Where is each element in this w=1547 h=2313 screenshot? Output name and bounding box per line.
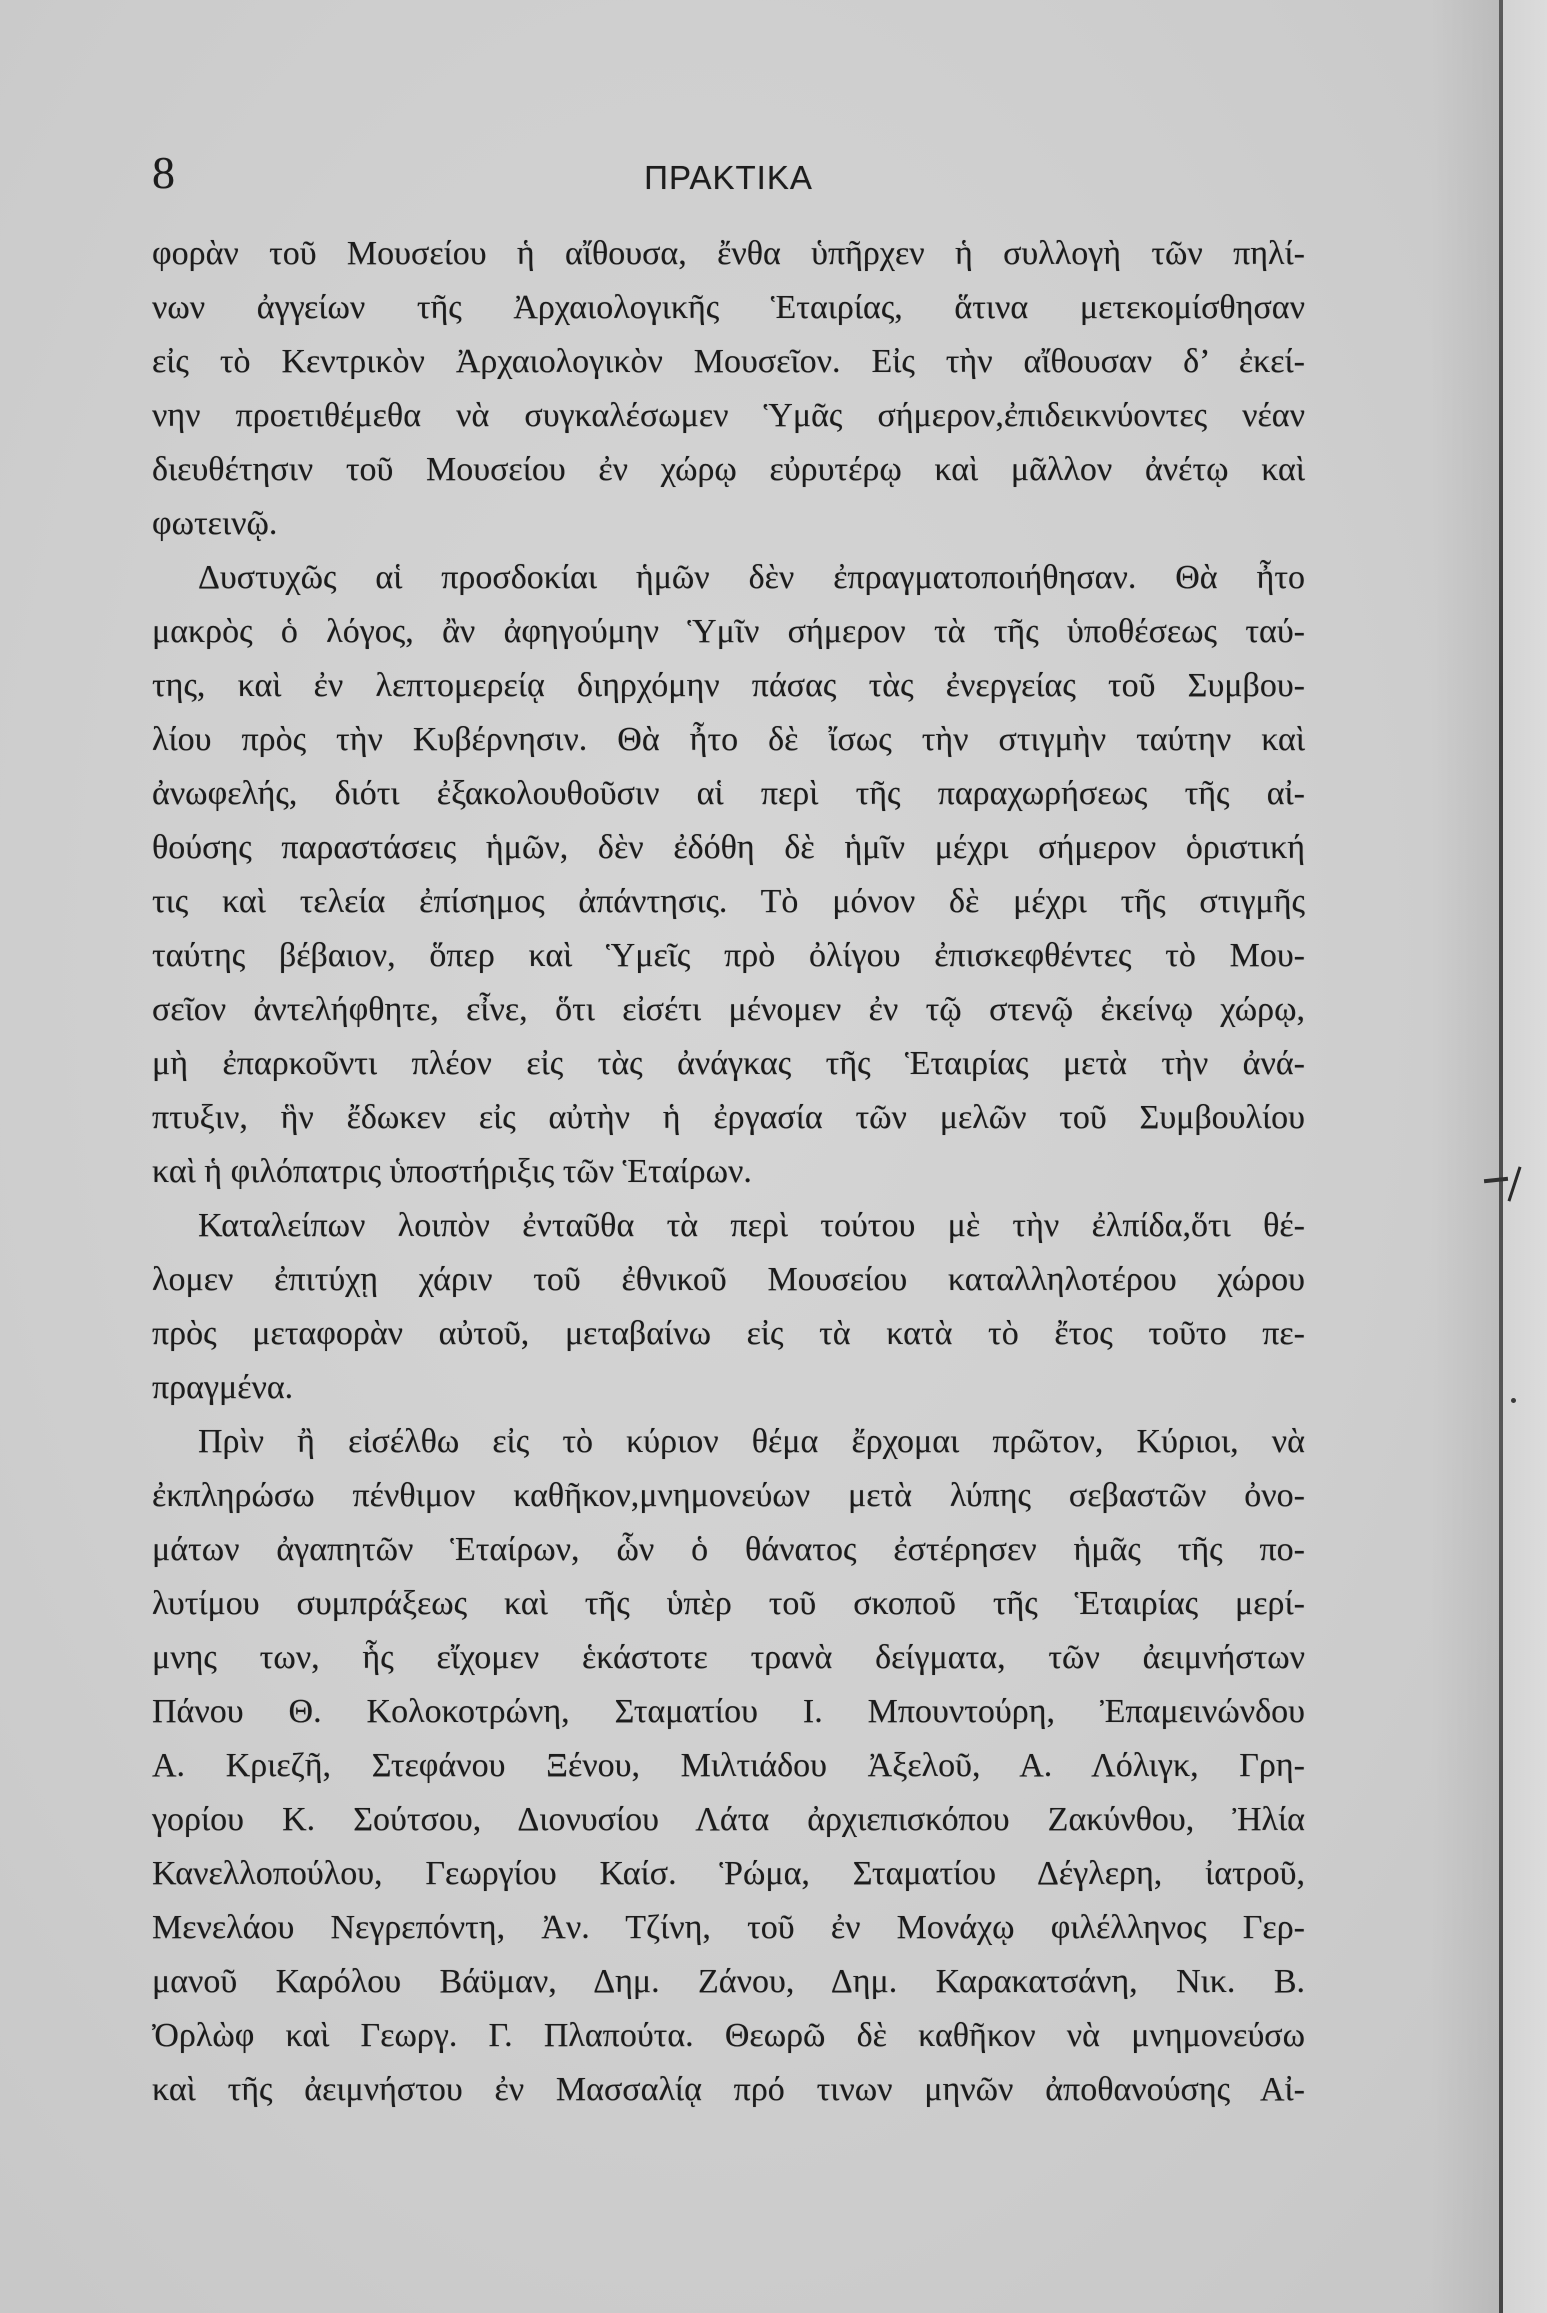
text-line: μανοῦ Καρόλου Βάϋμαν, Δημ. Ζάνου, Δημ. Καρακατσάνη, Νικ. Β. (152, 1963, 1305, 2000)
scan-margin-strip (1503, 0, 1547, 2313)
text-line: εἰς τὸ Κεντρικὸν Ἀρχαιολογικὸν Μουσεῖον. Εἰς τὴν αἴθουσαν δ’ ἐκεί- (152, 343, 1305, 380)
text-line: λίου πρὸς τὴν Κυβέρνησιν. Θὰ ἦτο δὲ ἴσως τὴν στιγμὴν ταύτην καὶ (152, 721, 1305, 758)
text-line: πραγμένα. (152, 1369, 294, 1406)
text-line: Ὀρλὼφ καὶ Γεωργ. Γ. Πλαπούτα. Θεωρῶ δὲ καθῆκον νὰ μνημονεύσω (152, 2017, 1305, 2054)
text-line: τις καὶ τελεία ἐπίσημος ἀπάντησις. Τὸ μόνον δὲ μέχρι τῆς στιγμῆς (152, 883, 1305, 920)
running-head: ΠΡΑΚΤΙΚΑ (644, 159, 813, 196)
text-line: Μενελάου Νεγρεπόντη, Ἀν. Τζίνη, τοῦ ἐν Μονάχῳ φιλέλληνος Γερ- (152, 1909, 1305, 1946)
page-curvature-shadow (1430, 0, 1500, 2313)
text-line: Δυστυχῶς αἱ προσδοκίαι ἡμῶν δὲν ἐπραγματοποιήθησαν. Θὰ ἦτο (198, 559, 1305, 596)
text-line: Πάνου Θ. Κολοκοτρώνη, Σταματίου Ι. Μπουντούρη, Ἐπαμεινώνδου (152, 1693, 1305, 1730)
text-line: Κανελλοπούλου, Γεωργίου Καίσ. Ῥώμα, Σταματίου Δέγλερη, ἰατροῦ, (152, 1855, 1305, 1892)
text-line: διευθέτησιν τοῦ Μουσείου ἐν χώρῳ εὐρυτέρῳ καὶ μᾶλλον ἀνέτῳ καὶ (152, 451, 1305, 488)
paragraph (152, 1415, 1305, 2117)
text-line: πρὸς μεταφορὰν αὐτοῦ, μεταβαίνω εἰς τὰ κατὰ τὸ ἔτος τοῦτο πε- (152, 1315, 1305, 1352)
page-number: 8 (152, 147, 175, 198)
text-line: πτυξιν, ἣν ἔδωκεν εἰς αὐτὴν ἡ ἐργασία τῶν μελῶν τοῦ Συμβουλίου (152, 1099, 1305, 1136)
text-line: ταύτης βέβαιον, ὅπερ καὶ Ὑμεῖς πρὸ ὀλίγου ἐπισκεφθέντες τὸ Μου- (152, 937, 1305, 974)
text-line: μακρὸς ὁ λόγος, ἂν ἀφηγούμην Ὑμῖν σήμερον τὰ τῆς ὑποθέσεως ταύ- (152, 613, 1305, 650)
text-line: θούσης παραστάσεις ἡμῶν, δὲν ἐδόθη δὲ ἡμῖν μέχρι σήμερον ὁριστική (152, 829, 1305, 866)
text-line: μνης των, ἧς εἴχομεν ἑκάστοτε τρανὰ δείγματα, τῶν ἀειμνήστων (152, 1639, 1305, 1676)
paragraph (152, 551, 1305, 1199)
text-line: φορὰν τοῦ Μουσείου ἡ αἴθουσα, ἔνθα ὑπῆρχεν ἡ συλλογὴ τῶν πηλί- (152, 235, 1305, 272)
text-line: γορίου Κ. Σούτσου, Διονυσίου Λάτα ἀρχιεπισκόπου Ζακύνθου, Ἠλία (152, 1801, 1305, 1838)
text-line: Α. Κριεζῆ, Στεφάνου Ξένου, Μιλτιάδου Ἀξελοῦ, Α. Λόλιγκ, Γρη- (152, 1747, 1305, 1784)
scan-artifact-dot (1511, 1398, 1516, 1403)
text-line: φωτεινῷ. (152, 505, 278, 542)
paragraph (152, 227, 1305, 551)
text-line: καὶ ἡ φιλόπατρις ὑποστήριξις τῶν Ἑταίρων. (152, 1153, 752, 1190)
text-line: ἐκπληρώσω πένθιμον καθῆκον,μνημονεύων μετὰ λύπης σεβαστῶν ὀνο- (152, 1477, 1305, 1514)
text-line: Πρὶν ἢ εἰσέλθω εἰς τὸ κύριον θέμα ἔρχομαι πρῶτον, Κύριοι, νὰ (198, 1423, 1305, 1460)
text-line: νων ἀγγείων τῆς Ἀρχαιολογικῆς Ἑταιρίας, ἅτινα μετεκομίσθησαν (152, 289, 1305, 326)
text-line: νην προετιθέμεθα νὰ συγκαλέσωμεν Ὑμᾶς σήμερον,ἐπιδεικνύοντες νέαν (152, 397, 1305, 434)
text-line: μὴ ἐπαρκοῦντι πλέον εἰς τὰς ἀνάγκας τῆς Ἑταιρίας μετὰ τὴν ἀνά- (152, 1045, 1305, 1082)
text-line: της, καὶ ἐν λεπτομερείᾳ διηρχόμην πάσας τὰς ἐνεργείας τοῦ Συμβου- (152, 667, 1305, 704)
paragraph (152, 1199, 1305, 1415)
text-line: σεῖον ἀντελήφθητε, εἶνε, ὅτι εἰσέτι μένομεν ἐν τῷ στενῷ ἐκείνῳ χώρῳ, (152, 991, 1305, 1028)
body-text (152, 227, 1305, 2117)
text-line: Καταλείπων λοιπὸν ἐνταῦθα τὰ περὶ τούτου μὲ τὴν ἐλπίδα,ὅτι θέ- (198, 1207, 1305, 1244)
text-line: μάτων ἀγαπητῶν Ἑταίρων, ὧν ὁ θάνατος ἐστέρησεν ἡμᾶς τῆς πο- (152, 1531, 1305, 1568)
text-line: λυτίμου συμπράξεως καὶ τῆς ὑπὲρ τοῦ σκοποῦ τῆς Ἑταιρίας μερί- (152, 1585, 1305, 1622)
text-line: λομεν ἐπιτύχῃ χάριν τοῦ ἐθνικοῦ Μουσείου καταλληλοτέρου χώρου (152, 1261, 1305, 1298)
text-line: καὶ τῆς ἀειμνήστου ἐν Μασσαλίᾳ πρό τινων μηνῶν ἀποθανούσης Αἰ- (152, 2071, 1305, 2108)
text-line: ἀνωφελής, διότι ἐξακολουθοῦσιν αἱ περὶ τῆς παραχωρήσεως τῆς αἰ- (152, 775, 1305, 812)
